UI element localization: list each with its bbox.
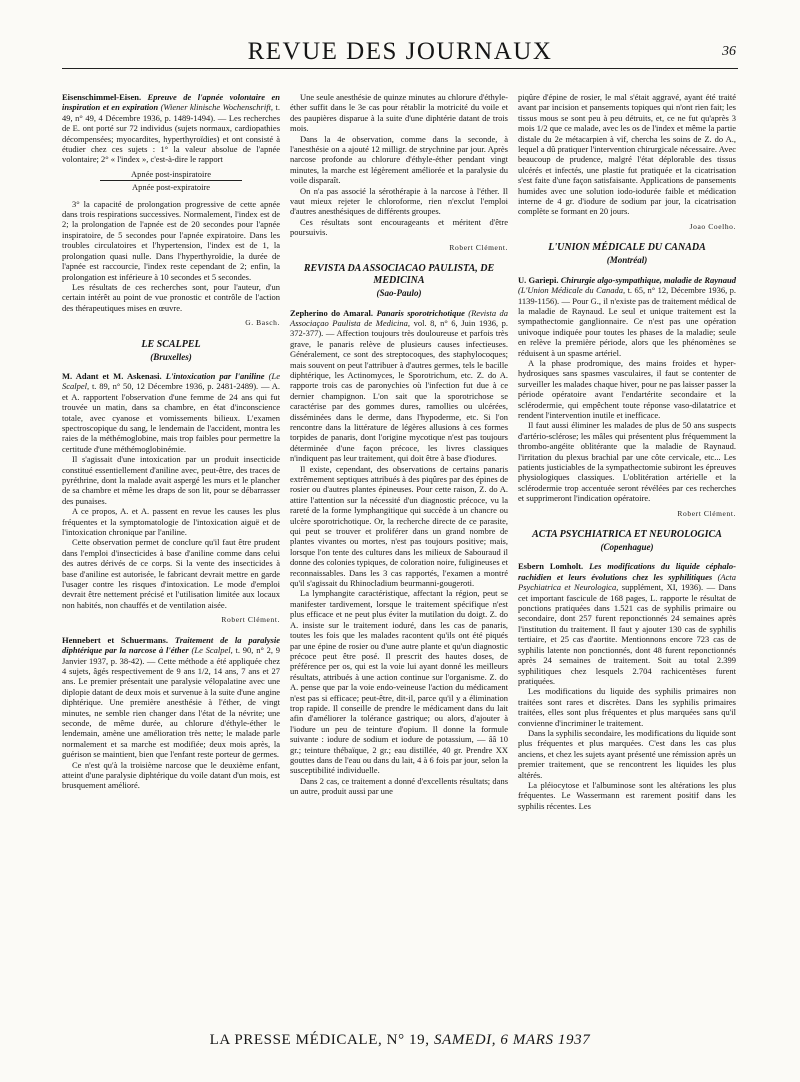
article-source: (Acta Psychiatrica et Neurologica, <box>518 571 737 593</box>
article-paragraph: Dans la syphilis secondaire, les modifications du liquide sont plus fréquentes et plus marquées. C'est dans les cas plus anciens, et chez les sujets ayant présenté une rémission après un premier traitement, que se rencontrent les liquides les plus altérés. <box>518 727 736 780</box>
journal-city: (Sao-Paulo) <box>376 288 422 299</box>
article-paragraph: Il faut aussi éliminer les malades de plus de 50 ans suspects d'artério-sclérose; les mâles qui présentent plus fréquemment la thrombo-angéite oblitérante que la maladie de Raynaud. l'irritation du plexus brachial par une côte cervicale, etc... Les patients justiciables de la sympathectomie subiront les épreuves physiologiques classiques. L'oblitération artérielle et la sclérodermie trop accentuée seront révélées par ces recherches et supprimeront l'indication opératoire. <box>518 420 736 504</box>
journal-name: ACTA PSYCHIATRICA ET NEUROLOGICA <box>532 529 722 541</box>
article-heading <box>62 635 280 760</box>
article-paragraph: — Pour G., il n'existe pas de traitement médical de la maladie de Raynaud. Le seul et unique traitement est la sympathectomie ganglionnaire. Ce n'est pas une opération univoque indiquée pour toutes les phases de la maladie; seule en relève la première période, alors que les phénomènes se réduisent à un spasme artériel. <box>518 295 737 358</box>
article-reference: vol. 8, n° 6, Juin 1936, p. 372-377). <box>290 317 509 339</box>
article-authors: Zepherino do Amaral. <box>290 307 374 318</box>
article-paragraph: Il s'agissait d'une intoxication par un produit insecticide constitué essentiellement d'aniline avec, peut-être, des traces de pyréthrine, dont la malade avait aspergé les murs et le plancher de sa chambre et même les draps de son lit, pour se débarrasser des punaises. <box>62 454 280 506</box>
formula-denominator: Apnée post-expiratoire <box>131 182 211 193</box>
journal-name: L'UNION MÉDICALE DU CANADA <box>548 242 706 254</box>
article-authors: Eisenschimmel-Eisen. <box>62 92 142 102</box>
article-source: (Revista da Associaçao Paulista de Medicina, <box>290 307 508 328</box>
article-paragraph: La pléiocytose et l'albuminose sont les altérations les plus fréquentes. Le Wassermann est rarement positif dans les syphilis récentes. Les <box>518 779 736 811</box>
column-left <box>62 92 280 791</box>
article-authors: U. Gariepi. <box>518 274 559 285</box>
article-reference: t. 65, n° 12, Décembre 1936, p. 1139-1156). <box>518 285 737 306</box>
article-heading <box>518 275 736 358</box>
footer-date: SAMEDI, 6 MARS 1937 <box>433 1032 591 1048</box>
article-title: Traitement de la paralysie diphtérique par la narcose à l'éther <box>62 634 281 656</box>
article-source: (Wiener klinische Wochenschrift, <box>160 102 274 113</box>
article-reference: t. 49, n° 49, 4 Décembre 1936, p. 1489-1494). <box>62 102 281 123</box>
footer-journal: LA PRESSE MÉDICALE, <box>209 1032 383 1048</box>
article-paragraph: Il existe, cependant, des observations de certains panaris extrêmement septiques attribués à des piqûres par des épines de rosier ou d'autres plantes épineuses. Pour cette raison, Z. do A. attire l'attention sur la nécessité d'un diagnostic précoce, vu la rareté de la forme lymphangitique qui succède à un chancre ou ulcère sporotrichotique. Or, la recherche directe de ce parasite, qui peut se trouver et proliférer dans un grand nombre de plantes vivantes ou mortes, n'est pas toujours positive; mais, lorsque l'on tente des cultures dans les milieux de Sabouraud il donne des colonies typiques, de coloration noire, fuligineuses et reconnaissables. Dans les 3 cas rapportés, l'examen a montré qu'il s'agissait du Rhinocladium beurmanni-gougeroti. <box>290 463 508 589</box>
article-paragraph: Cette observation permet de conclure qu'il faut être prudent dans l'emploi d'insecticides à base d'aniline comme dans celui des autres dérivés de ce corps. Si la vente des insecticides à base d'aniline est autorisée, le fabricant devrait mettre en garde l'usager contre les risques d'intoxication. Le mode d'emploi devrait être nettement précisé et l'utilisation limitée aux locaux non habités, non chauffés et de ventilation aisée. <box>62 537 280 610</box>
journal-city: (Montréal) <box>606 255 648 266</box>
article-source: (Le Scalpel, <box>191 645 233 656</box>
article-title: L'intoxication par l'aniline <box>165 370 265 381</box>
page-number: 36 <box>722 44 736 59</box>
article-paragraph: A la phase prodromique, des mains froides et hyper-hydrosiques sans spasmes vasculaires, il faut se contenter de surveiller les malades chaque hiver, pour ne pas laisser passer la période opératoire avant l'endartérite secondaire et la sclérodermie, qui empêchent toute réponse vaso-dilatatrice et rendent l'intervention inutile et inefficace. <box>518 357 736 420</box>
article-paragraph: Une seule anesthésie de quinze minutes au chlorure d'éthyle-éther suffit dans le 3e cas pour rétablir la motricité du voile et des paupières disparue à la suite d'une diphtérie datant de trois mois. <box>290 92 508 134</box>
formula-numerator: Apnée post-inspiratoire <box>100 169 242 181</box>
article-heading <box>290 308 508 464</box>
column-middle <box>290 92 508 797</box>
page-title: REVUE DES JOURNAUX <box>247 38 553 65</box>
journal-city: (Bruxelles) <box>150 351 192 362</box>
article-paragraph: — Dans cet important fascicule de 168 pages, L. rapporte le résultat de ponctions pratiquées dans 1.521 cas de syphilis primaire ou secondaire, dont 257 furent reponctionnés 24 semaines après l'institution du traitement. Il faut y ajouter 130 cas de syphilis tertiaire, et 25 cas d'aortite. Mentionnons encore 723 cas de syphilis latente non ponctionnés, dont 48 furent reponctionnés après 24 semaines de traitement. Soit au total 2.399 syphilitiques chez lesquels 2.704 rachicentèses furent pratiquées. <box>518 582 736 686</box>
journal-name: REVISTA DA ASSOCIACAO PAULISTA, DE MEDICINA <box>303 263 495 287</box>
article-paragraph: Les résultats de ces recherches sont, pour l'auteur, d'un certain intérêt au point de vue pronostic et contrôle de l'action des thérapeutiques mises en œuvre. <box>62 281 280 313</box>
article-source: (Le Scalpel, <box>62 370 281 392</box>
ratio-formula <box>100 169 242 193</box>
page-header <box>62 30 738 69</box>
journal-city: (Copenhague) <box>600 542 654 553</box>
article-paragraph: Ces résultats sont encourageants et méritent d'être poursuivis. <box>290 216 508 238</box>
article-reference: t. 90, n° 2, 9 Janvier 1937, p. 38-42). <box>62 645 281 666</box>
page-footer <box>0 1032 800 1049</box>
article-authors: Hennebert et Schuermans. <box>62 634 168 645</box>
article-signature: Robert Clément. <box>677 508 736 518</box>
article-paragraph: Les modifications du liquide des syphilis primaires non traitées sont rares et discrètes. Dans les syphilis primaires traitées, elles sont plus fréquentes et plus marquées sans qu'il convienne d'incriminer le traitement. <box>518 686 736 728</box>
article-signature: Robert Clément. <box>221 615 280 625</box>
article-paragraph: A ce propos, A. et A. passent en revue les causes les plus fréquentes et la symptomatologie de l'intoxication aiguë et de l'intoxication chronique par l'aniline. <box>62 506 280 538</box>
article-paragraph: Dans 2 cas, ce traitement a donné d'excellents résultats; dans un autre, produit aussi par une <box>290 775 508 797</box>
article-heading <box>62 371 280 454</box>
article-title: Les modifications du liquide céphalo-rachidien et leurs évolutions chez les syphilitiques <box>518 561 737 582</box>
article-paragraph: La lymphangite caractéristique, affectant la région, peut se manifester tardivement, lorsque le traitement spécifique n'est plus efficace et ne peut plus éviter la mutilation du doigt. Z. do A. insiste sur le traitement ioduré, dans les cas de panaris, toutes les fois que les malades racontent qu'ils ont été piqués par une épine de rosier ou d'une autre plante et qu'un diagnostic précoce peut être posé. Il prescrit des hautes doses, de préférence per os, qui est la voie lui ayant donné les meilleurs résultats, attribués à une action continue sur l'organisme. Z. do A. pense que par la voie endo-veineuse l'action du médicament n'est pas si efficace; peut-être, dit-il, parce qu'il y a élimination trop rapide. Il conseille de prendre le médicament dans du lait afin d'améliorer la tolérance gastrique; ou alors, d'ajouter à l'iodure un peu de teinture d'opium. Il donne la formule suivante : iodure de sodium et iodure de potassium, — ââ 10 gr.; teinture thébaïque, 2 gr.; eau distillée, 40 gr. Prendre XX gouttes dans de l'eau ou dans du lait, 4 à 6 fois par jour, selon la susceptibilité individuelle. <box>290 588 508 776</box>
article-paragraph: 3° la capacité de prolongation progressive de cette apnée dans trois respirations successives. Normalement, l'index est de 2; la prolongation de l'apnée est de 20 secondes pour l'apnée inspiratoire, de 5 secondes pour l'apnée expiratoire. Dans les troubles circulatoires et l'hypertension, l'index est de 1, la prolongation quasi nulle. Dans l'hyperthyroïdie, la durée de l'apnée est raccourcie, l'index reste cependant de 2; enfin, la prolongation est inférieure à 10 secondes et 5 secondes. <box>62 198 280 282</box>
article-source: (L'Union Médicale du Canada, <box>518 285 626 296</box>
article-signature: G. Basch. <box>245 318 280 328</box>
article-paragraph: — Affection toujours très douloureuse et parfois très grave, le panaris relève de plusieurs causes infectieuses. Généralement, ce sont des streptocoques, des staphylocoques; mais souvent on peut l'attribuer à d'autres germes, tels le bacille diphtérique, les Actinomyces, le Sporotrichum, etc. Z. do A. rapporte trois cas de paronychies où l'infection fut due à ce dernier champignon. L'on sait que la sporotrichose se caractérise par des gommes dures, ramollies ou ulcérées, disséminées dans le derme, dans l'hypoderme, etc. Si l'on rencontre dans la littérature de légères allusions à ces formes torpides de panaris, dont l'origine mycotique n'est pas toujours déterminée d'une façon précoce, les livres classiques n'indiquent pas leur traitement, qui doit être à base d'iodures. <box>290 328 509 464</box>
article-title: Chirurgie algo-sympathique, maladie de Raynaud <box>560 274 737 285</box>
article-title: Epreuve de l'apnée volontaire en inspiration et en expiration <box>62 92 280 113</box>
article-paragraph: Dans la 4e observation, comme dans la seconde, à l'anesthésie on a ajouté 12 milligr. de strychnine par jour. Après narcose profonde au chlorure d'éthyle-éther pendant vingt minutes, la marche est légèrement améliorée et la paralysie du voile disparaît. <box>290 133 508 186</box>
journal-name: LE SCALPEL <box>141 338 201 350</box>
article-paragraph: — Les recherches de E. ont porté sur 72 individus (sujets normaux, cardiopathies décompensées; myocardites, hyperthyroïdies) et ont consisté à étudier chez ces sujets : 1° la valeur absolue de l'apnée volontaire; 2° « l'index », c'est-à-dire le rapport <box>62 112 281 165</box>
article-heading <box>62 92 280 165</box>
article-paragraph: — A. et A. rapportent l'observation d'une femme de 24 ans qui fut trouvée un matin, dans sa chambre, en état d'inconscience totale, avec cyanose et vomissements bilieux. L'examen spectroscopique du sang, le lendemain de l'accident, montra les raies de la méthémoglobine, mais trop faibles pour permettre la certitude d'une méthémoglobinémie. <box>62 381 281 454</box>
article-authors: M. Adant et M. Askenasi. <box>62 370 162 381</box>
article-reference: supplément, XI, 1936). <box>621 582 704 593</box>
article-title: Panaris sporotrichotique <box>376 307 465 318</box>
footer-issue: N° 19, <box>386 1032 430 1048</box>
article-signature: Joao Coelho. <box>689 221 736 231</box>
article-paragraph: On n'a pas associé la sérothérapie à la narcose à l'éther. Il vaut mieux rejeter le chloroforme, rien n'exclut l'emploi d'autres anesthésiques de différents groupes. <box>290 185 508 217</box>
article-reference: t. 89, n° 50, 12 Décembre 1936, p. 2481-2489). <box>91 381 259 392</box>
article-signature: Robert Clément. <box>449 242 508 252</box>
article-authors: Esbern Lomholt. <box>518 561 584 572</box>
article-paragraph: — Cette méthode a été appliquée chez 4 sujets, âgés respectivement de 9 ans 1/2, 14 ans, 7 ans et 27 ans. Le premier présentait une paralysie vélopalatine avec une diplopie datant de deux mois et survenue à la suite d'une angine diphtérique. Une première anesthésie à l'éther, de vingt minutes, ne semble rien changer dans l'état de la névrite; une seconde, de même durée, au chlorure d'éthyle-éther le lendemain, amène une amélioration très nette; le malade parle normalement et sa marche est modifiée; deux mois après, la guérison se maintient, bien que l'enfant reste porteur de germes. <box>62 655 280 760</box>
article-paragraph: Ce n'est qu'à la troisième narcose que le deuxième enfant, atteint d'une paralysie diphtérique du voile datant d'un mois, est brusquement amélioré. <box>62 759 280 791</box>
column-right <box>518 92 736 811</box>
article-paragraph: piqûre d'épine de rosier, le mal s'était aggravé, ayant été traité avant par incision et pansements topiques qui n'ont rien fait; les tissus mous se sont peu à peu détruits, et, ce ne fut qu'après 3 mois 1/2 que ce malade, avec les os de l'index et même la partie distale du 2e métacarpien à vif, chercha les soins de Z. do A., lequel a dû pratiquer l'intervention chirurgicale nécessaire. Avec beaucoup de prudence, malgré l'état déplorable des tissus ulcérés et infectés, une plastie fut pratiquée et la cicatrisation s'est faite d'une façon satisfaisante. Applications de pansements humides avec une solution iodo-iodurée faible et médication interne de 4 gr. d'iodure de sodium par jour, la cicatrisation complète se formant en 20 jours. <box>518 92 736 217</box>
article-heading <box>518 561 736 686</box>
